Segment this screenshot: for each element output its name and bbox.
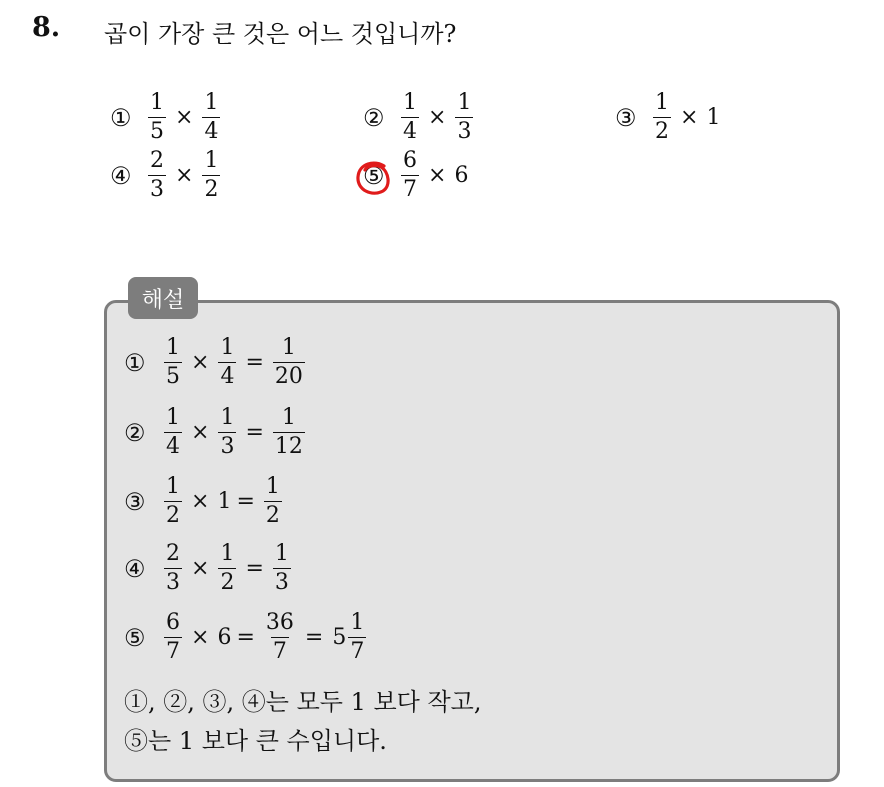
conclusion-line-1: ①, ②, ③, ④는 모두 1 보다 작고, [124, 688, 482, 716]
fraction: $\frac{6}{7}$ [403, 148, 417, 202]
whole-number: 1 [706, 105, 721, 130]
choice-2[interactable] [363, 92, 477, 143]
choice-marker: ① [110, 103, 132, 132]
choice-3[interactable] [615, 92, 720, 143]
times-sign: × [191, 556, 210, 581]
equals-sign: = [245, 420, 264, 445]
answer-circle-mark [353, 158, 393, 198]
times-sign: × [428, 163, 447, 188]
fraction: $\frac{1}{4}$ [204, 90, 219, 144]
choice-marker: ⑤ [124, 623, 146, 652]
choice-4[interactable] [110, 150, 224, 201]
conclusion-line-2: ⑤는 1 보다 큰 수입니다. [124, 727, 387, 755]
explanation-badge: 해설 [128, 277, 198, 319]
fraction: $\frac{1}{3}$ [220, 405, 235, 459]
fraction: $\frac{1}{2}$ [655, 90, 669, 144]
choice-marker: ② [124, 418, 146, 447]
fraction: $\frac{1}{2}$ [204, 148, 219, 202]
explanation-line-3 [124, 476, 286, 527]
choice-marker: ① [124, 348, 146, 377]
result-fraction: $\frac{1}{2}$ [265, 474, 280, 528]
result-fraction: $\frac{1}{3}$ [274, 541, 289, 595]
equals-sign: = [236, 489, 255, 514]
equals-sign: = [236, 625, 255, 650]
choice-marker: ④ [110, 161, 132, 190]
choice-marker: ⑤ [363, 161, 385, 190]
result-fraction: $\frac{1}{20}$ [274, 335, 303, 389]
choice-marker: ④ [124, 554, 146, 583]
mixed-number-fraction: $\frac{1}{7}$ [350, 610, 365, 664]
times-sign: × [191, 420, 210, 445]
mixed-number-integer: 5 [332, 625, 347, 650]
equals-sign: = [304, 625, 324, 650]
fraction: $\frac{1}{3}$ [457, 90, 472, 144]
whole-number: 1 [217, 489, 232, 514]
fraction: $\frac{1}{4}$ [220, 335, 235, 389]
explanation-line-2 [124, 407, 309, 458]
choice-marker: ② [363, 103, 385, 132]
times-sign: × [680, 105, 699, 130]
explanation-line-4 [124, 543, 295, 594]
times-sign: × [175, 163, 194, 188]
fraction: $\frac{6}{7}$ [166, 610, 180, 664]
fraction: $\frac{1}{4}$ [403, 90, 417, 144]
whole-number: 6 [454, 163, 469, 188]
fraction: $\frac{1}{5}$ [150, 90, 164, 144]
result-fraction: $\frac{1}{12}$ [274, 405, 303, 459]
fraction: $\frac{1}{2}$ [166, 474, 180, 528]
times-sign: × [191, 489, 210, 514]
choice-1[interactable] [110, 92, 224, 143]
fraction: $\frac{1}{5}$ [166, 335, 180, 389]
fraction: $\frac{2}{3}$ [150, 148, 164, 202]
times-sign: × [428, 105, 447, 130]
fraction: $\frac{1}{2}$ [220, 541, 235, 595]
question-number: 8. [32, 12, 61, 43]
result-fraction: $\frac{36}{7}$ [265, 610, 294, 664]
times-sign: × [191, 350, 210, 375]
question-text: 곱이 가장 큰 것은 어느 것입니까? [104, 20, 457, 48]
whole-number: 6 [217, 625, 232, 650]
choice-marker: ③ [124, 487, 146, 516]
explanation-line-5 [124, 612, 370, 663]
choice-marker: ③ [615, 103, 637, 132]
explanation-line-1 [124, 337, 309, 388]
fraction: $\frac{1}{4}$ [166, 405, 180, 459]
equals-sign: = [245, 556, 264, 581]
times-sign: × [191, 625, 210, 650]
fraction: $\frac{2}{3}$ [166, 541, 180, 595]
equals-sign: = [245, 350, 264, 375]
times-sign: × [175, 105, 194, 130]
